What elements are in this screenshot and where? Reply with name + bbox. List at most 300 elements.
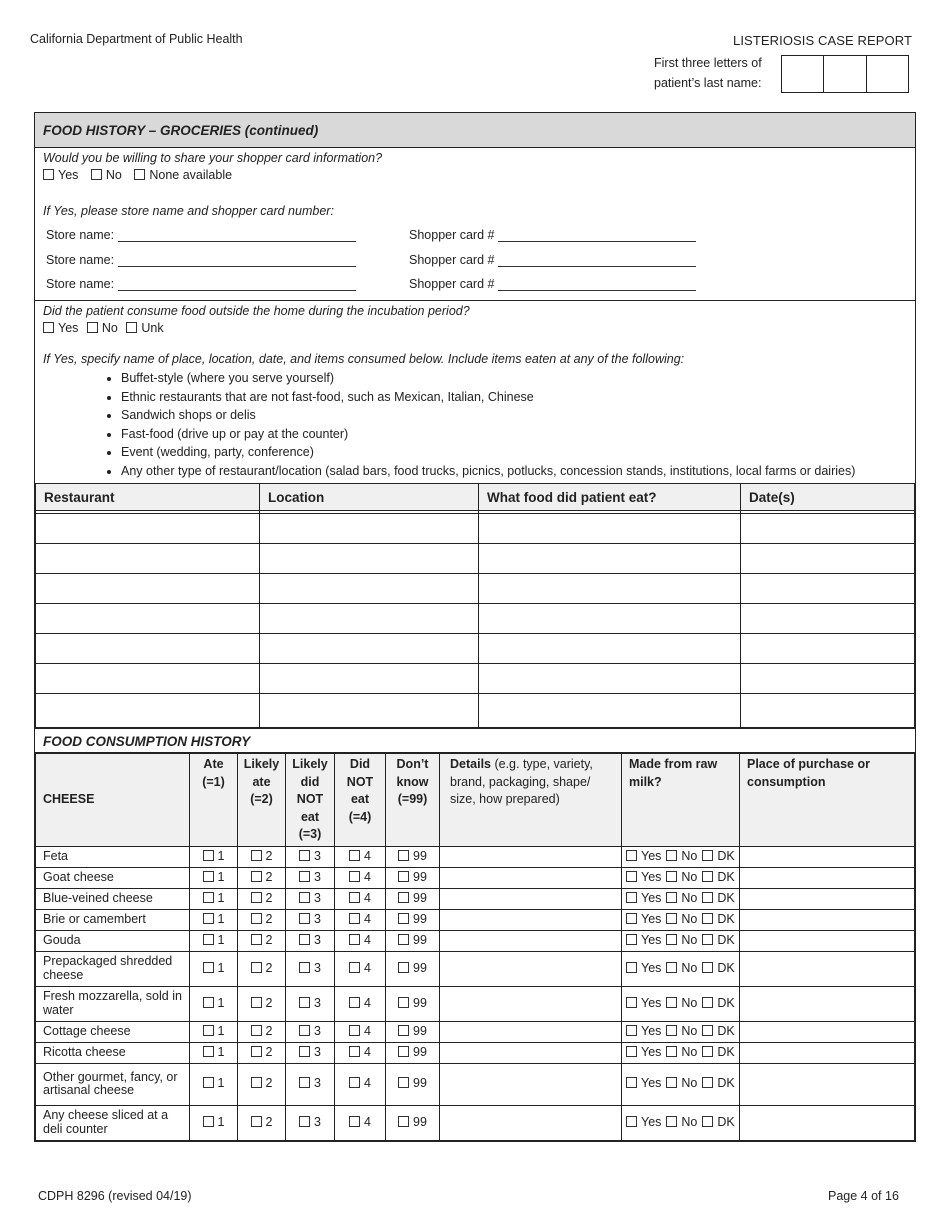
checkbox-icon[interactable] [349, 871, 360, 882]
table-row [36, 1021, 915, 1042]
outside-question: Did the patient consume food outside the home during the incubation period? [43, 304, 470, 318]
response-option-4[interactable]: 4 [335, 1021, 386, 1042]
checkbox-icon[interactable] [666, 997, 677, 1008]
details-cell[interactable] [440, 1042, 622, 1063]
checkbox-icon[interactable] [251, 1025, 262, 1036]
location-cell[interactable] [260, 694, 479, 728]
card-label: Shopper card # [409, 228, 495, 242]
table-row [36, 1105, 915, 1140]
details-cell[interactable] [440, 951, 622, 986]
checkbox-icon[interactable] [398, 1025, 409, 1036]
response-option-99[interactable]: 99 [386, 1042, 440, 1063]
checkbox-icon[interactable] [349, 1077, 360, 1088]
store-name-field[interactable] [118, 228, 356, 242]
raw-milk-options [622, 930, 740, 951]
table-row [36, 604, 915, 634]
response-option-99[interactable]: 99 [386, 951, 440, 986]
checkbox-icon[interactable] [702, 892, 713, 903]
checkbox-icon[interactable] [626, 871, 637, 882]
response-option-3[interactable]: 3 [286, 909, 335, 930]
checkbox-icon[interactable] [299, 913, 310, 924]
checkbox-icon[interactable] [43, 169, 54, 180]
checkbox-icon[interactable] [203, 850, 214, 861]
raw-milk-option-no[interactable]: No [666, 996, 697, 1010]
table-row [36, 574, 915, 604]
response-option-4[interactable]: 4 [335, 909, 386, 930]
checkbox-icon[interactable] [666, 850, 677, 861]
table-row [36, 1042, 915, 1063]
outside-option-yes[interactable]: Yes [43, 321, 78, 335]
dates-cell[interactable] [741, 664, 915, 694]
shopper-option-no[interactable]: No [91, 168, 122, 182]
checkbox-icon[interactable] [91, 169, 102, 180]
food-cell[interactable] [479, 544, 741, 574]
restaurant-table [35, 483, 915, 728]
checkbox-icon[interactable] [203, 997, 214, 1008]
raw-milk-options [622, 867, 740, 888]
raw-milk-option-dk[interactable]: DK [702, 933, 734, 947]
checkbox-icon[interactable] [666, 1116, 677, 1127]
checkbox-icon[interactable] [666, 913, 677, 924]
raw-milk-option-yes[interactable]: Yes [626, 912, 661, 926]
response-option-4[interactable]: 4 [335, 867, 386, 888]
col-header-dont-know: Don’t know (=99) [386, 754, 440, 847]
response-option-3[interactable]: 3 [286, 1042, 335, 1063]
raw-milk-option-dk[interactable]: DK [702, 1115, 734, 1129]
response-option-3[interactable]: 3 [286, 846, 335, 867]
checkbox-icon[interactable] [251, 934, 262, 945]
response-option-3[interactable]: 3 [286, 867, 335, 888]
checkbox-icon[interactable] [666, 934, 677, 945]
checkbox-icon[interactable] [349, 850, 360, 861]
response-option-99[interactable]: 99 [386, 909, 440, 930]
table-row [36, 634, 915, 664]
checkbox-icon[interactable] [299, 934, 310, 945]
place-cell[interactable] [740, 867, 915, 888]
response-option-1[interactable]: 1 [190, 986, 238, 1021]
checkbox-icon[interactable] [203, 1077, 214, 1088]
outside-food-block [35, 301, 915, 483]
outside-instruction: If Yes, specify name of place, location, date, and items consumed below. Include items eaten at any of the following: [43, 352, 685, 366]
response-option-2[interactable]: 2 [238, 1021, 286, 1042]
raw-milk-option-dk[interactable]: DK [702, 891, 734, 905]
raw-milk-option-no[interactable]: No [666, 891, 697, 905]
response-option-2[interactable]: 2 [238, 867, 286, 888]
checkbox-icon[interactable] [251, 913, 262, 924]
location-cell[interactable] [260, 634, 479, 664]
checkbox-icon[interactable] [702, 997, 713, 1008]
response-option-2[interactable]: 2 [238, 846, 286, 867]
raw-milk-option-no[interactable]: No [666, 1045, 697, 1059]
response-option-1[interactable]: 1 [190, 1042, 238, 1063]
details-cell[interactable] [440, 846, 622, 867]
restaurant-cell[interactable] [36, 544, 260, 574]
response-option-4[interactable]: 4 [335, 846, 386, 867]
response-option-2[interactable]: 2 [238, 1063, 286, 1105]
table-header-row [36, 754, 915, 847]
checkbox-icon[interactable] [702, 1046, 713, 1057]
place-cell[interactable] [740, 930, 915, 951]
table-row [36, 664, 915, 694]
col-header-location: Location [260, 484, 479, 511]
food-cell[interactable] [479, 514, 741, 544]
location-cell[interactable] [260, 664, 479, 694]
place-cell[interactable] [740, 1021, 915, 1042]
response-option-2[interactable]: 2 [238, 986, 286, 1021]
response-option-99[interactable]: 99 [386, 1021, 440, 1042]
checkbox-icon[interactable] [398, 913, 409, 924]
checkbox-icon[interactable] [626, 1046, 637, 1057]
raw-milk-option-dk[interactable]: DK [702, 849, 734, 863]
table-row [36, 930, 915, 951]
shopper-question: Would you be willing to share your shopper card information? [43, 151, 383, 165]
checkbox-icon[interactable] [666, 1046, 677, 1057]
checkbox-icon[interactable] [666, 1077, 677, 1088]
checkbox-icon[interactable] [666, 962, 677, 973]
raw-milk-option-yes[interactable]: Yes [626, 1045, 661, 1059]
raw-milk-option-no[interactable]: No [666, 849, 697, 863]
cheese-name: Any cheese sliced at a deli counter [36, 1105, 190, 1140]
response-option-99[interactable]: 99 [386, 1105, 440, 1140]
checkbox-icon[interactable] [203, 962, 214, 973]
cheese-name: Feta [36, 846, 190, 867]
checkbox-icon[interactable] [702, 1025, 713, 1036]
raw-milk-options [622, 909, 740, 930]
details-cell[interactable] [440, 1021, 622, 1042]
place-cell[interactable] [740, 1042, 915, 1063]
list-item: • Fast-food (drive up or pay at the counter) [121, 425, 907, 444]
restaurant-cell[interactable] [36, 634, 260, 664]
col-header-likely-ate: Likely ate (=2) [238, 754, 286, 847]
checkbox-icon[interactable] [299, 997, 310, 1008]
cheese-name: Fresh mozzarella, sold in water [36, 986, 190, 1021]
checkbox-icon[interactable] [251, 892, 262, 903]
checkbox-icon[interactable] [299, 1116, 310, 1127]
col-header-dates: Date(s) [741, 484, 915, 511]
checkbox-icon[interactable] [251, 1046, 262, 1057]
checkbox-icon[interactable] [626, 1077, 637, 1088]
raw-milk-option-dk[interactable]: DK [702, 1024, 734, 1038]
response-option-1[interactable]: 1 [190, 1063, 238, 1105]
store-label: Store name: [46, 252, 115, 267]
checkbox-icon[interactable] [251, 1116, 262, 1127]
response-option-99[interactable]: 99 [386, 930, 440, 951]
last-name-letter-3[interactable] [867, 56, 908, 92]
restaurant-cell[interactable] [36, 574, 260, 604]
shopper-card-field[interactable] [498, 228, 696, 242]
checkbox-icon[interactable] [203, 934, 214, 945]
agency-name: California Department of Public Health [30, 32, 243, 46]
checkbox-icon[interactable] [626, 1025, 637, 1036]
response-option-99[interactable]: 99 [386, 846, 440, 867]
food-cell[interactable] [479, 694, 741, 728]
restaurant-cell[interactable] [36, 604, 260, 634]
response-option-1[interactable]: 1 [190, 951, 238, 986]
restaurant-cell[interactable] [36, 664, 260, 694]
response-option-4[interactable]: 4 [335, 888, 386, 909]
response-option-3[interactable]: 3 [286, 1105, 335, 1140]
checkbox-icon[interactable] [251, 997, 262, 1008]
raw-milk-option-no[interactable]: No [666, 933, 697, 947]
response-option-1[interactable]: 1 [190, 1021, 238, 1042]
response-option-4[interactable]: 4 [335, 1042, 386, 1063]
raw-milk-option-yes[interactable]: Yes [626, 1115, 661, 1129]
response-option-3[interactable]: 3 [286, 1021, 335, 1042]
checkbox-icon[interactable] [398, 850, 409, 861]
restaurant-cell[interactable] [36, 514, 260, 544]
details-cell[interactable] [440, 1105, 622, 1140]
checkbox-icon[interactable] [203, 1046, 214, 1057]
response-option-99[interactable]: 99 [386, 867, 440, 888]
checkbox-icon[interactable] [626, 934, 637, 945]
checkbox-icon[interactable] [299, 850, 310, 861]
checkbox-icon[interactable] [702, 871, 713, 882]
place-cell[interactable] [740, 846, 915, 867]
raw-milk-option-dk[interactable]: DK [702, 1076, 734, 1090]
checkbox-icon[interactable] [299, 871, 310, 882]
shopper-card-field[interactable] [498, 253, 696, 267]
response-option-4[interactable]: 4 [335, 930, 386, 951]
cheese-name: Blue-veined cheese [36, 888, 190, 909]
checkbox-icon[interactable] [87, 322, 98, 333]
checkbox-icon[interactable] [702, 1116, 713, 1127]
dates-cell[interactable] [741, 514, 915, 544]
response-option-3[interactable]: 3 [286, 888, 335, 909]
raw-milk-option-yes[interactable]: Yes [626, 870, 661, 884]
place-cell[interactable] [740, 888, 915, 909]
checkbox-icon[interactable] [398, 1116, 409, 1127]
place-cell[interactable] [740, 951, 915, 986]
cheese-name: Prepackaged shredded cheese [36, 951, 190, 986]
outside-option-no[interactable]: No [87, 321, 118, 335]
checkbox-icon[interactable] [203, 892, 214, 903]
response-option-99[interactable]: 99 [386, 888, 440, 909]
table-row [36, 986, 915, 1021]
page-number: Page 4 of 16 [828, 1189, 899, 1203]
checkbox-icon[interactable] [349, 934, 360, 945]
response-option-3[interactable]: 3 [286, 951, 335, 986]
raw-milk-option-yes[interactable]: Yes [626, 933, 661, 947]
raw-milk-option-yes[interactable]: Yes [626, 891, 661, 905]
details-cell[interactable] [440, 1063, 622, 1105]
section-title-consumption: FOOD CONSUMPTION HISTORY [35, 728, 915, 753]
checkbox-icon[interactable] [203, 1025, 214, 1036]
checkbox-icon[interactable] [349, 1046, 360, 1057]
shopper-option-none[interactable]: None available [134, 168, 232, 182]
response-option-4[interactable]: 4 [335, 1063, 386, 1105]
raw-milk-options [622, 846, 740, 867]
location-cell[interactable] [260, 574, 479, 604]
response-option-1[interactable]: 1 [190, 867, 238, 888]
raw-milk-option-yes[interactable]: Yes [626, 996, 661, 1010]
response-option-3[interactable]: 3 [286, 930, 335, 951]
response-option-3[interactable]: 3 [286, 986, 335, 1021]
shopper-option-yes[interactable]: Yes [43, 168, 78, 182]
raw-milk-option-no[interactable]: No [666, 961, 697, 975]
shopper-card-field[interactable] [498, 277, 696, 291]
checkbox-icon[interactable] [203, 913, 214, 924]
response-option-2[interactable]: 2 [238, 1105, 286, 1140]
response-option-1[interactable]: 1 [190, 1105, 238, 1140]
food-cell[interactable] [479, 574, 741, 604]
checkbox-icon[interactable] [299, 962, 310, 973]
checkbox-icon[interactable] [626, 892, 637, 903]
checkbox-icon[interactable] [666, 871, 677, 882]
response-option-1[interactable]: 1 [190, 909, 238, 930]
checkbox-icon[interactable] [398, 997, 409, 1008]
place-cell[interactable] [740, 1063, 915, 1105]
response-option-99[interactable]: 99 [386, 1063, 440, 1105]
table-header-row [36, 484, 915, 511]
checkbox-icon[interactable] [299, 1077, 310, 1088]
place-cell[interactable] [740, 986, 915, 1021]
response-option-4[interactable]: 4 [335, 1105, 386, 1140]
place-cell[interactable] [740, 1105, 915, 1140]
checkbox-icon[interactable] [398, 1077, 409, 1088]
store-name-field[interactable] [118, 253, 356, 267]
store-name-field[interactable] [118, 277, 356, 291]
details-cell[interactable] [440, 930, 622, 951]
location-cell[interactable] [260, 544, 479, 574]
checkbox-icon[interactable] [349, 892, 360, 903]
response-option-99[interactable]: 99 [386, 986, 440, 1021]
response-option-2[interactable]: 2 [238, 951, 286, 986]
checkbox-icon[interactable] [349, 997, 360, 1008]
food-cell[interactable] [479, 664, 741, 694]
last-name-label: First three letters of patient’s last name: [654, 56, 762, 90]
raw-milk-option-yes[interactable]: Yes [626, 1024, 661, 1038]
response-option-2[interactable]: 2 [238, 1042, 286, 1063]
response-option-4[interactable]: 4 [335, 951, 386, 986]
raw-milk-option-no[interactable]: No [666, 1076, 697, 1090]
details-cell[interactable] [440, 867, 622, 888]
checkbox-icon[interactable] [251, 871, 262, 882]
dates-cell[interactable] [741, 604, 915, 634]
list-item: • Event (wedding, party, conference) [121, 443, 907, 462]
raw-milk-option-dk[interactable]: DK [702, 1045, 734, 1059]
details-cell[interactable] [440, 909, 622, 930]
response-option-3[interactable]: 3 [286, 1063, 335, 1105]
cheese-name: Ricotta cheese [36, 1042, 190, 1063]
checkbox-icon[interactable] [299, 1025, 310, 1036]
checkbox-icon[interactable] [702, 1077, 713, 1088]
dates-cell[interactable] [741, 574, 915, 604]
col-header-restaurant: Restaurant [36, 484, 260, 511]
last-name-letter-2[interactable] [824, 56, 866, 92]
raw-milk-option-no[interactable]: No [666, 1024, 697, 1038]
cheese-name: Cottage cheese [36, 1021, 190, 1042]
checkbox-icon[interactable] [203, 871, 214, 882]
checkbox-icon[interactable] [398, 871, 409, 882]
raw-milk-option-dk[interactable]: DK [702, 996, 734, 1010]
checkbox-icon[interactable] [126, 322, 137, 333]
raw-milk-option-yes[interactable]: Yes [626, 961, 661, 975]
dates-cell[interactable] [741, 694, 915, 728]
col-header-food: What food did patient eat? [479, 484, 741, 511]
response-option-1[interactable]: 1 [190, 930, 238, 951]
checkbox-icon[interactable] [626, 850, 637, 861]
checkbox-icon[interactable] [299, 892, 310, 903]
checkbox-icon[interactable] [702, 934, 713, 945]
raw-milk-option-dk[interactable]: DK [702, 912, 734, 926]
checkbox-icon[interactable] [702, 913, 713, 924]
checkbox-icon[interactable] [398, 892, 409, 903]
checkbox-icon[interactable] [251, 962, 262, 973]
response-option-1[interactable]: 1 [190, 888, 238, 909]
raw-milk-option-no[interactable]: No [666, 1115, 697, 1129]
checkbox-icon[interactable] [349, 962, 360, 973]
food-cell[interactable] [479, 604, 741, 634]
store-row [43, 249, 907, 274]
checkbox-icon[interactable] [626, 997, 637, 1008]
table-row [36, 1063, 915, 1105]
checkbox-icon[interactable] [702, 962, 713, 973]
checkbox-icon[interactable] [203, 1116, 214, 1127]
checkbox-icon[interactable] [349, 1116, 360, 1127]
raw-milk-option-dk[interactable]: DK [702, 961, 734, 975]
checkbox-icon[interactable] [43, 322, 54, 333]
place-cell[interactable] [740, 909, 915, 930]
shopper-card-block [35, 148, 915, 301]
details-cell[interactable] [440, 888, 622, 909]
cheese-name: Other gourmet, fancy, or artisanal cheese [36, 1063, 190, 1105]
raw-milk-option-dk[interactable]: DK [702, 870, 734, 884]
checkbox-icon[interactable] [626, 913, 637, 924]
checkbox-icon[interactable] [666, 1025, 677, 1036]
checkbox-icon[interactable] [349, 913, 360, 924]
raw-milk-option-yes[interactable]: Yes [626, 849, 661, 863]
dates-cell[interactable] [741, 544, 915, 574]
location-cell[interactable] [260, 514, 479, 544]
table-row [36, 544, 915, 574]
raw-milk-options [622, 888, 740, 909]
food-cell[interactable] [479, 634, 741, 664]
location-cell[interactable] [260, 604, 479, 634]
checkbox-icon[interactable] [626, 962, 637, 973]
raw-milk-option-yes[interactable]: Yes [626, 1076, 661, 1090]
raw-milk-option-no[interactable]: No [666, 912, 697, 926]
checkbox-icon[interactable] [349, 1025, 360, 1036]
checkbox-icon[interactable] [251, 850, 262, 861]
details-cell[interactable] [440, 986, 622, 1021]
report-title: LISTERIOSIS CASE REPORT [733, 33, 913, 48]
store-row [43, 224, 907, 249]
last-name-letter-1[interactable] [782, 56, 824, 92]
checkbox-icon[interactable] [666, 892, 677, 903]
form-body [34, 112, 916, 1142]
response-option-4[interactable]: 4 [335, 986, 386, 1021]
raw-milk-option-no[interactable]: No [666, 870, 697, 884]
checkbox-icon[interactable] [398, 962, 409, 973]
response-option-2[interactable]: 2 [238, 888, 286, 909]
checkbox-icon[interactable] [134, 169, 145, 180]
response-option-2[interactable]: 2 [238, 909, 286, 930]
checkbox-icon[interactable] [702, 850, 713, 861]
checkbox-icon[interactable] [398, 934, 409, 945]
checkbox-icon[interactable] [299, 1046, 310, 1057]
checkbox-icon[interactable] [251, 1077, 262, 1088]
form-id: CDPH 8296 (revised 04/19) [38, 1189, 192, 1203]
dates-cell[interactable] [741, 634, 915, 664]
checkbox-icon[interactable] [398, 1046, 409, 1057]
outside-option-unk[interactable]: Unk [126, 321, 163, 335]
table-row [36, 951, 915, 986]
response-option-1[interactable]: 1 [190, 846, 238, 867]
restaurant-cell[interactable] [36, 694, 260, 728]
table-row [36, 888, 915, 909]
response-option-2[interactable]: 2 [238, 930, 286, 951]
checkbox-icon[interactable] [626, 1116, 637, 1127]
